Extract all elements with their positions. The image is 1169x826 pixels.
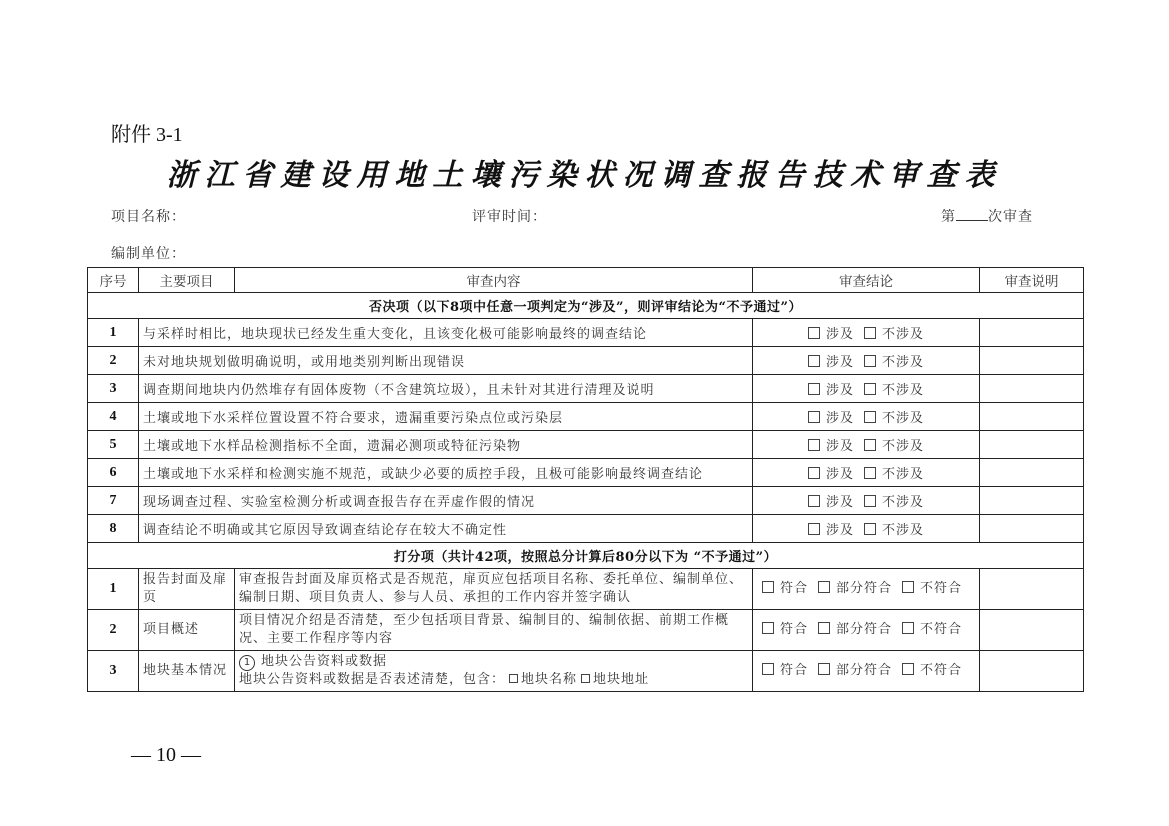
option-label: 不涉及 <box>882 523 925 538</box>
review-conclusion <box>753 403 980 431</box>
main-item: 项目概述 <box>139 610 235 651</box>
checkbox-icon[interactable] <box>864 355 876 367</box>
checkbox-icon[interactable] <box>808 383 820 395</box>
review-notes[interactable] <box>980 651 1084 692</box>
option-1[interactable] <box>864 383 924 398</box>
option-label: 不涉及 <box>882 411 925 426</box>
option-0[interactable] <box>808 439 854 454</box>
checkbox-icon[interactable] <box>808 411 820 423</box>
review-conclusion <box>753 569 980 610</box>
option-label: 不符合 <box>920 622 963 637</box>
document-title: 浙江省建设用地土壤污染状况调查报告技术审查表 <box>166 158 1003 193</box>
review-notes[interactable] <box>980 319 1084 347</box>
option-2[interactable] <box>902 581 962 596</box>
option-label: 涉及 <box>825 495 854 510</box>
option-label: 涉及 <box>825 327 854 342</box>
review-notes[interactable] <box>980 515 1084 543</box>
attachment-label: 附件 3-1 <box>111 124 183 146</box>
option-1[interactable] <box>864 495 924 510</box>
option-0[interactable] <box>808 495 854 510</box>
review-content <box>235 651 753 692</box>
option-label: 符合 <box>780 581 809 596</box>
col-header-content: 审查内容 <box>235 268 753 293</box>
review-notes[interactable] <box>980 431 1084 459</box>
page-number: — 10 — <box>131 744 201 766</box>
veto-section-title: 否决项（以下8项中任意一项判定为“涉及”，则评审结论为“不予通过”） <box>88 293 1084 319</box>
review-conclusion <box>753 347 980 375</box>
option-label: 部分符合 <box>836 663 893 678</box>
checkbox-icon[interactable] <box>762 581 774 593</box>
checkbox-icon[interactable] <box>818 581 830 593</box>
row-number: 3 <box>88 375 139 403</box>
option-label: 不涉及 <box>882 355 925 370</box>
row-number: 3 <box>88 651 139 692</box>
review-content: 未对地块规划做明确说明，或用地类别判断出现错误 <box>139 347 753 375</box>
checkbox-icon[interactable] <box>818 622 830 634</box>
checkbox-icon[interactable] <box>902 581 914 593</box>
compiler-label: 编制单位： <box>111 246 186 262</box>
review-notes[interactable] <box>980 569 1084 610</box>
table-row <box>88 431 1084 459</box>
row-number: 6 <box>88 459 139 487</box>
review-notes[interactable] <box>980 487 1084 515</box>
circled-number: 1 <box>239 655 255 671</box>
review-conclusion <box>753 319 980 347</box>
review-content: 与采样时相比，地块现状已经发生重大变化，且该变化极可能影响最终的调查结论 <box>139 319 753 347</box>
checkbox-icon[interactable] <box>864 439 876 451</box>
review-conclusion <box>753 651 980 692</box>
review-content: 土壤或地下水采样位置设置不符合要求，遗漏重要污染点位或污染层 <box>139 403 753 431</box>
col-header-conclusion: 审查结论 <box>753 268 980 293</box>
review-round-blank <box>956 208 988 221</box>
option-0[interactable] <box>762 581 808 596</box>
option-1[interactable] <box>818 663 892 678</box>
checkbox-icon[interactable] <box>509 674 518 683</box>
review-round-suffix: 次审查 <box>988 209 1033 225</box>
review-content: 审查报告封面及扉页格式是否规范，扉页应包括项目名称、委托单位、编制单位、编制日期、项目负责人、参与人员、承担的工作内容并签字确认 <box>235 569 753 610</box>
option-label: 不符合 <box>920 663 963 678</box>
option-label: 涉及 <box>825 383 854 398</box>
table-row <box>88 487 1084 515</box>
review-content: 调查结论不明确或其它原因导致调查结论存在较大不确定性 <box>139 515 753 543</box>
option-0[interactable] <box>808 411 854 426</box>
option-1[interactable] <box>864 355 924 370</box>
review-conclusion <box>753 459 980 487</box>
review-content: 项目情况介绍是否清楚，至少包括项目背景、编制目的、编制依据、前期工作概况、主要工作程序等内容 <box>235 610 753 651</box>
checkbox-icon[interactable] <box>818 663 830 675</box>
checkbox-icon[interactable] <box>902 622 914 634</box>
option-label: 不涉及 <box>882 383 925 398</box>
checkbox-icon[interactable] <box>864 467 876 479</box>
table-row <box>88 459 1084 487</box>
table-row <box>88 403 1084 431</box>
option-1[interactable] <box>818 581 892 596</box>
option-label: 不涉及 <box>882 439 925 454</box>
review-time-label: 评审时间： <box>472 209 547 225</box>
score-section-title: 打分项（共计42项，按照总分计算后80分以下为 “不予通过”） <box>88 543 1084 569</box>
sub-content <box>239 671 748 689</box>
option-label: 符合 <box>780 663 809 678</box>
option-label: 部分符合 <box>836 622 893 637</box>
review-content: 调查期间地块内仍然堆存有固体废物（不含建筑垃圾），且未针对其进行清理及说明 <box>139 375 753 403</box>
checkbox-icon[interactable] <box>762 663 774 675</box>
option-label: 涉及 <box>825 439 854 454</box>
checkbox-icon[interactable] <box>808 355 820 367</box>
review-conclusion <box>753 610 980 651</box>
option-label: 不涉及 <box>882 327 925 342</box>
checkbox-icon[interactable] <box>864 411 876 423</box>
sub-content-text: 地块公告资料或数据是否表述清楚，包含： <box>239 672 506 687</box>
review-conclusion <box>753 487 980 515</box>
row-number: 7 <box>88 487 139 515</box>
checkbox-icon[interactable] <box>581 674 590 683</box>
option-1[interactable] <box>864 523 924 538</box>
option-label: 不涉及 <box>882 467 925 482</box>
table-row <box>88 319 1084 347</box>
col-header-item: 主要项目 <box>139 268 235 293</box>
table-row <box>88 651 1084 692</box>
review-round-prefix: 第 <box>941 209 956 225</box>
checkbox-icon[interactable] <box>902 663 914 675</box>
review-round <box>941 206 1033 226</box>
option-label: 部分符合 <box>836 581 893 596</box>
review-notes[interactable] <box>980 610 1084 651</box>
row-number: 2 <box>88 610 139 651</box>
checkbox-icon[interactable] <box>808 467 820 479</box>
option-label: 涉及 <box>825 523 854 538</box>
option-label: 涉及 <box>825 355 854 370</box>
review-content: 土壤或地下水采样和检测实施不规范，或缺少必要的质控手段，且极可能影响最终调查结论 <box>139 459 753 487</box>
main-item: 报告封面及扉页 <box>139 569 235 610</box>
row-number: 4 <box>88 403 139 431</box>
option-label: 涉及 <box>825 411 854 426</box>
table-header-row <box>88 268 1084 293</box>
table-row <box>88 569 1084 610</box>
review-conclusion <box>753 515 980 543</box>
checkbox-icon[interactable] <box>864 327 876 339</box>
review-notes[interactable] <box>980 403 1084 431</box>
option-2[interactable] <box>902 663 962 678</box>
option-0[interactable] <box>808 383 854 398</box>
checkbox-icon[interactable] <box>864 383 876 395</box>
option-label: 符合 <box>780 622 809 637</box>
col-header-notes: 审查说明 <box>980 268 1084 293</box>
table-row <box>88 610 1084 651</box>
review-content: 现场调查过程、实验室检测分析或调查报告存在弄虚作假的情况 <box>139 487 753 515</box>
review-conclusion <box>753 431 980 459</box>
checkbox-icon[interactable] <box>864 523 876 535</box>
option-1[interactable] <box>864 439 924 454</box>
option-0[interactable] <box>762 663 808 678</box>
content-option: 地块地址 <box>593 672 650 687</box>
option-0[interactable] <box>808 355 854 370</box>
row-number: 2 <box>88 347 139 375</box>
option-0[interactable] <box>808 327 854 342</box>
option-1[interactable] <box>818 622 892 637</box>
review-content: 土壤或地下水样品检测指标不全面，遗漏必测项或特征污染物 <box>139 431 753 459</box>
row-number: 8 <box>88 515 139 543</box>
table-row <box>88 347 1084 375</box>
option-label: 不符合 <box>920 581 963 596</box>
option-1[interactable] <box>864 467 924 482</box>
option-label: 涉及 <box>825 467 854 482</box>
review-notes[interactable] <box>980 347 1084 375</box>
row-number: 1 <box>88 569 139 610</box>
checkbox-icon[interactable] <box>808 439 820 451</box>
option-label: 不涉及 <box>882 495 925 510</box>
option-0[interactable] <box>762 622 808 637</box>
col-header-no: 序号 <box>88 268 139 293</box>
option-2[interactable] <box>902 622 962 637</box>
review-notes[interactable] <box>980 375 1084 403</box>
sub-heading <box>239 653 748 671</box>
option-0[interactable] <box>808 523 854 538</box>
table-row <box>88 375 1084 403</box>
sub-title: 地块公告资料或数据 <box>261 654 388 669</box>
row-number: 1 <box>88 319 139 347</box>
table-row <box>88 515 1084 543</box>
content-option: 地块名称 <box>521 672 578 687</box>
checkbox-icon[interactable] <box>808 327 820 339</box>
option-1[interactable] <box>864 327 924 342</box>
row-number: 5 <box>88 431 139 459</box>
review-notes[interactable] <box>980 459 1084 487</box>
review-table <box>87 267 1084 692</box>
checkbox-icon[interactable] <box>864 495 876 507</box>
option-0[interactable] <box>808 467 854 482</box>
review-conclusion <box>753 375 980 403</box>
option-1[interactable] <box>864 411 924 426</box>
checkbox-icon[interactable] <box>808 523 820 535</box>
main-item: 地块基本情况 <box>139 651 235 692</box>
checkbox-icon[interactable] <box>762 622 774 634</box>
checkbox-icon[interactable] <box>808 495 820 507</box>
project-name-label: 项目名称： <box>111 209 186 225</box>
